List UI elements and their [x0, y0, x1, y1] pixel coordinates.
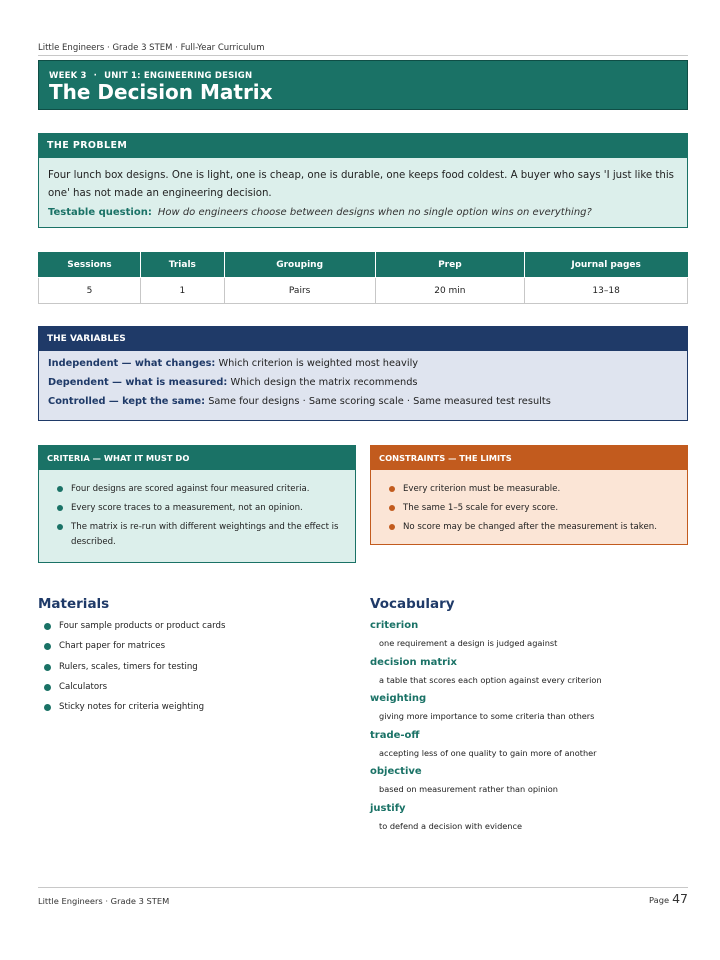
problem-body — [39, 158, 687, 221]
page-title: The Decision Matrix — [49, 80, 273, 104]
vocab-definition: one requirement a design is judged against — [379, 638, 558, 648]
week-label: WEEK 3 — [49, 71, 87, 81]
variables-box — [38, 326, 688, 421]
title-banner — [38, 60, 688, 110]
stats-value-row — [39, 278, 688, 304]
independent-value: Which criterion is weighted most heavily — [218, 358, 419, 369]
criteria-box — [38, 445, 356, 563]
stats-value-cell: 1 — [140, 278, 224, 304]
constraints-box — [370, 445, 688, 545]
page-label: Page — [649, 895, 670, 905]
variables-header: THE VARIABLES — [39, 327, 687, 351]
page-number-value: 47 — [672, 891, 688, 906]
testable-question — [48, 205, 677, 221]
vocab-definition: a table that scores each option against every criterion — [379, 674, 602, 685]
criteria-item: The matrix is re-run with different weightings and the effect is described. — [55, 520, 341, 550]
vocab-definition: based on measurement rather than opinion — [379, 784, 558, 794]
vocab-definition: giving more importance to some criteria than others — [379, 711, 595, 721]
vocab-definition: accepting less of one quality to gain more of another — [379, 747, 597, 758]
vocab-term: justify — [370, 802, 406, 814]
criteria-header: CRITERIA — WHAT IT MUST DO — [39, 446, 355, 470]
stats-value-cell: 5 — [39, 278, 141, 304]
controlled-value: Same four designs · Same scoring scale · Same measured test results — [208, 396, 551, 407]
header-rule — [38, 55, 688, 56]
criteria-item: Four designs are scored against four measured criteria. — [55, 482, 341, 497]
footer-text: Little Engineers · Grade 3 STEM — [38, 896, 170, 906]
materials-item: Rulers, scales, timers for testing — [44, 661, 225, 674]
footer-rule — [38, 887, 688, 888]
testable-question-label: Testable question: — [48, 207, 152, 218]
stats-value-cell: 20 min — [375, 278, 525, 304]
dependent-value: Which design the matrix recommends — [230, 377, 418, 388]
testable-question-text: How do engineers choose between designs when no single option wins on everything? — [157, 207, 592, 218]
running-head: Little Engineers · Grade 3 STEM · Full-Year Curriculum — [38, 43, 265, 53]
controlled-label: Controlled — kept the same: — [48, 396, 206, 407]
vocab-term: weighting — [370, 693, 427, 704]
vocabulary-list — [370, 619, 688, 838]
independent-label: Independent — what changes: — [48, 358, 216, 369]
constraints-item: The same 1–5 scale for every score. — [387, 501, 673, 516]
stats-table — [38, 252, 688, 304]
materials-item: Chart paper for matrices — [44, 640, 225, 653]
vocab-term: criterion — [370, 620, 419, 631]
unit-label: UNIT 1: ENGINEERING DESIGN — [104, 71, 253, 81]
vocabulary-title: Vocabulary — [370, 596, 455, 612]
constraints-item: No score may be changed after the measurement is taken. — [387, 520, 673, 535]
constraints-list — [371, 470, 687, 547]
problem-box — [38, 133, 688, 228]
independent-variable — [39, 354, 687, 373]
controlled-variables — [39, 392, 687, 411]
criteria-item: Every score traces to a measurement, not an opinion. — [55, 501, 341, 516]
problem-header: THE PROBLEM — [39, 134, 687, 158]
stats-header-cell: Trials — [140, 253, 224, 278]
constraints-header: CONSTRAINTS — THE LIMITS — [371, 446, 687, 470]
kicker-separator: · — [93, 71, 98, 81]
page-number — [649, 891, 688, 906]
materials-item: Calculators — [44, 681, 225, 694]
dependent-variable — [39, 373, 687, 392]
materials-title: Materials — [38, 596, 110, 612]
stats-header-cell: Prep — [375, 253, 525, 278]
stats-value-cell: Pairs — [224, 278, 375, 304]
constraints-item: Every criterion must be measurable. — [387, 482, 673, 497]
vocab-definition: to defend a decision with evidence — [379, 820, 523, 831]
stats-value-cell: 13–18 — [525, 278, 688, 304]
stats-header-cell: Journal pages — [525, 253, 688, 278]
vocab-term: objective — [370, 766, 422, 777]
materials-item: Four sample products or product cards — [44, 620, 225, 633]
materials-item: Sticky notes for criteria weighting — [44, 701, 225, 714]
dependent-label: Dependent — what is measured: — [48, 377, 228, 388]
materials-list — [44, 620, 225, 721]
stats-header-row — [39, 253, 688, 278]
stats-header-cell: Sessions — [39, 253, 141, 278]
problem-text: Four lunch box designs. One is light, one is cheap, one is durable, one keeps food coldest. A buyer who says 'I just like this one' has not made an engineering decision. — [48, 170, 674, 199]
vocab-term: decision matrix — [370, 656, 457, 668]
criteria-list — [39, 470, 355, 562]
vocab-term: trade-off — [370, 729, 420, 741]
stats-header-cell: Grouping — [224, 253, 375, 278]
